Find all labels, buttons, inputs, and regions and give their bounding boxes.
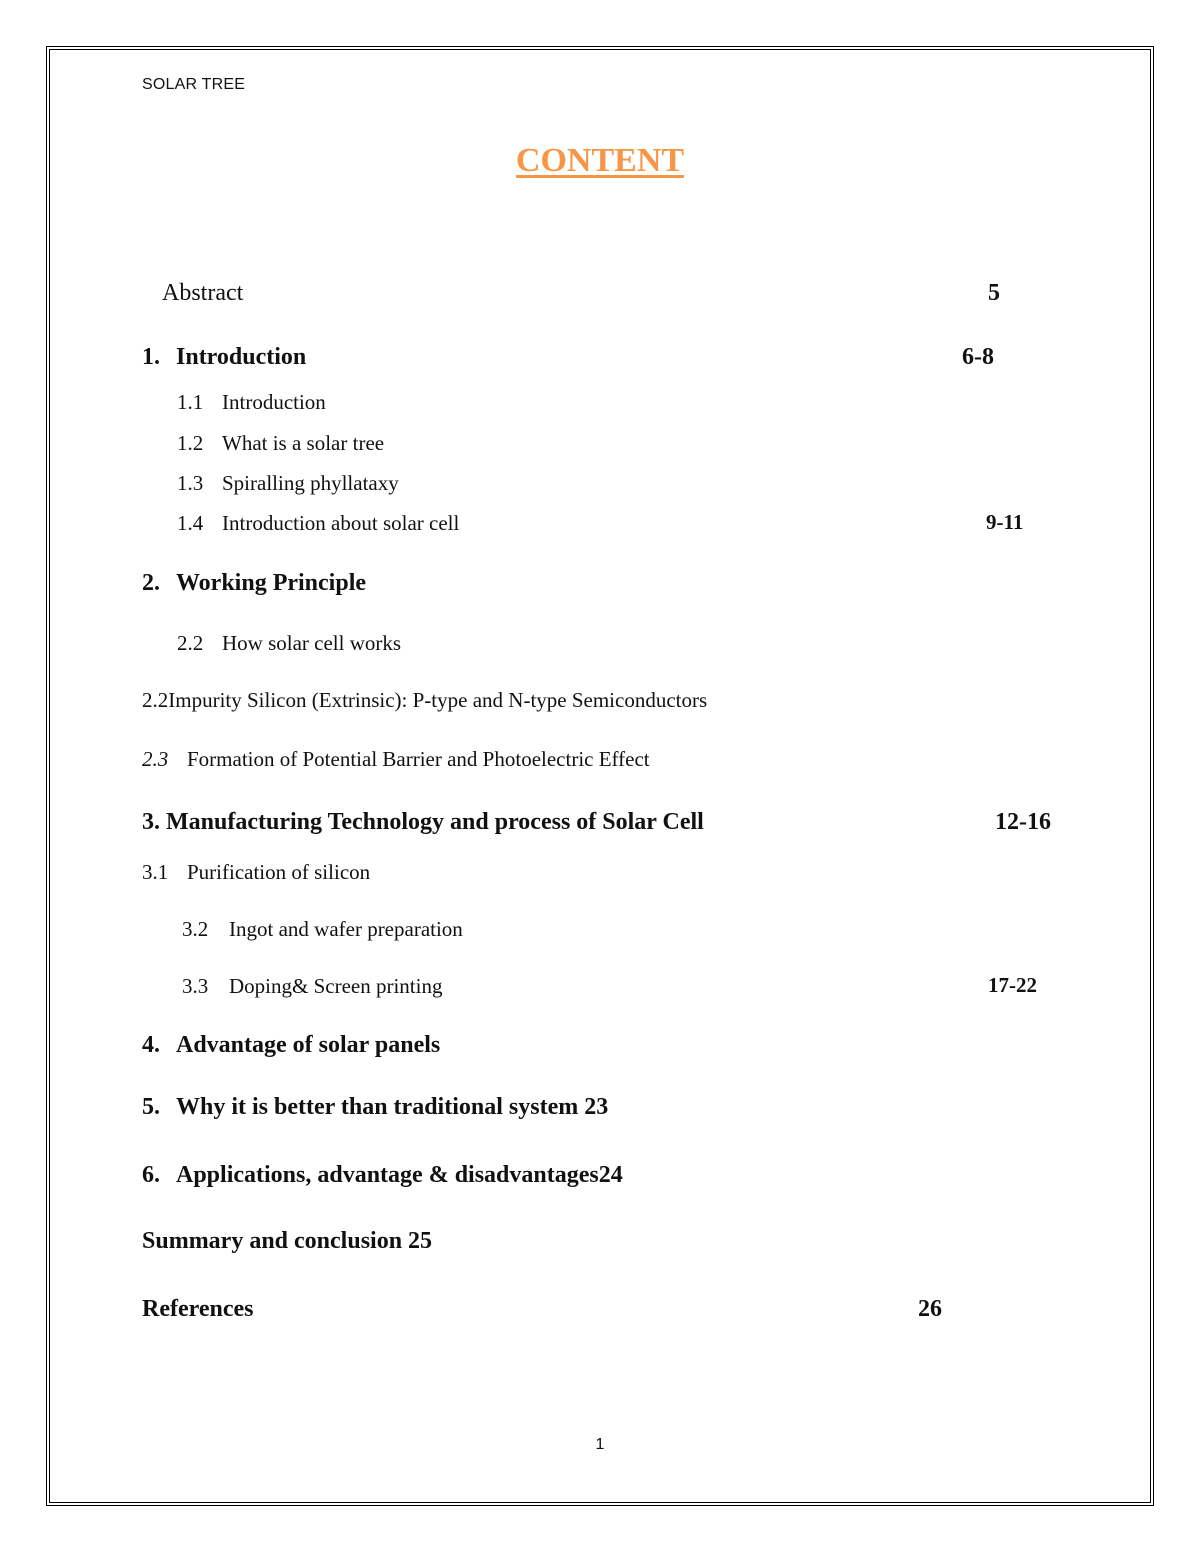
- toc-s1-3-num: 1.3: [177, 471, 204, 495]
- running-header: SOLAR TREE: [142, 76, 246, 93]
- toc-s6-num: 6.: [142, 1162, 160, 1188]
- toc-s3-3-page: 17-22: [988, 973, 1037, 997]
- toc-s2-3-label: Formation of Potential Barrier and Photoelectric Effect: [187, 747, 650, 771]
- toc-abstract-label: Abstract: [162, 280, 244, 306]
- toc-s3-page: 12-16: [995, 809, 1051, 835]
- toc-s3-3-num: 3.3: [182, 974, 209, 998]
- page-number: 1: [595, 1436, 605, 1453]
- toc-s3-1-label: Purification of silicon: [187, 860, 371, 884]
- toc-s3-label: 3. Manufacturing Technology and process of Solar Cell: [142, 809, 704, 835]
- toc-s2-2a-label: How solar cell works: [222, 631, 402, 655]
- toc-s3-2-num: 3.2: [182, 917, 209, 941]
- toc-s5-label: Why it is better than traditional system 23: [176, 1094, 609, 1120]
- toc-s1-page: 6-8: [962, 344, 994, 370]
- toc-s1-2-num: 1.2: [177, 431, 204, 455]
- toc-s4-num: 4.: [142, 1032, 160, 1058]
- toc-s2-3-num: 2.3: [142, 747, 169, 771]
- toc-s4-label: Advantage of solar panels: [176, 1032, 441, 1058]
- toc-s1-4-label: Introduction about solar cell: [222, 511, 460, 535]
- toc-s1-4-num: 1.4: [177, 511, 204, 535]
- toc-s1-3-label: Spiralling phyllataxy: [222, 471, 399, 495]
- toc-s1-label: Introduction: [176, 344, 307, 370]
- toc-s2-2b-label: 2.2Impurity Silicon (Extrinsic): P-type and N-type Semiconductors: [142, 688, 708, 712]
- toc-s3-2-label: Ingot and wafer preparation: [229, 917, 463, 941]
- toc-abstract-page: 5: [988, 280, 1000, 306]
- toc-s5-num: 5.: [142, 1094, 160, 1120]
- toc-s1-1-label: Introduction: [222, 390, 326, 414]
- toc-s1-num: 1.: [142, 344, 160, 370]
- toc-s3-1-num: 3.1: [142, 860, 169, 884]
- toc-s1-1-num: 1.1: [177, 390, 204, 414]
- toc-s2-2a-num: 2.2: [177, 631, 204, 655]
- toc-s2-label: Working Principle: [176, 570, 367, 596]
- toc-summary-label: Summary and conclusion 25: [142, 1228, 433, 1254]
- toc-s1-2-label: What is a solar tree: [222, 431, 385, 455]
- toc-s6-label: Applications, advantage & disadvantages24: [176, 1162, 623, 1188]
- toc-s3-3-label: Doping& Screen printing: [229, 974, 443, 998]
- toc-s1-4-page: 9-11: [986, 510, 1024, 534]
- page-title: CONTENT: [515, 142, 685, 179]
- toc-s2-num: 2.: [142, 570, 160, 596]
- page-border: [46, 46, 1154, 1506]
- toc-references-page: 26: [918, 1296, 942, 1322]
- toc-references-label: References: [142, 1296, 254, 1322]
